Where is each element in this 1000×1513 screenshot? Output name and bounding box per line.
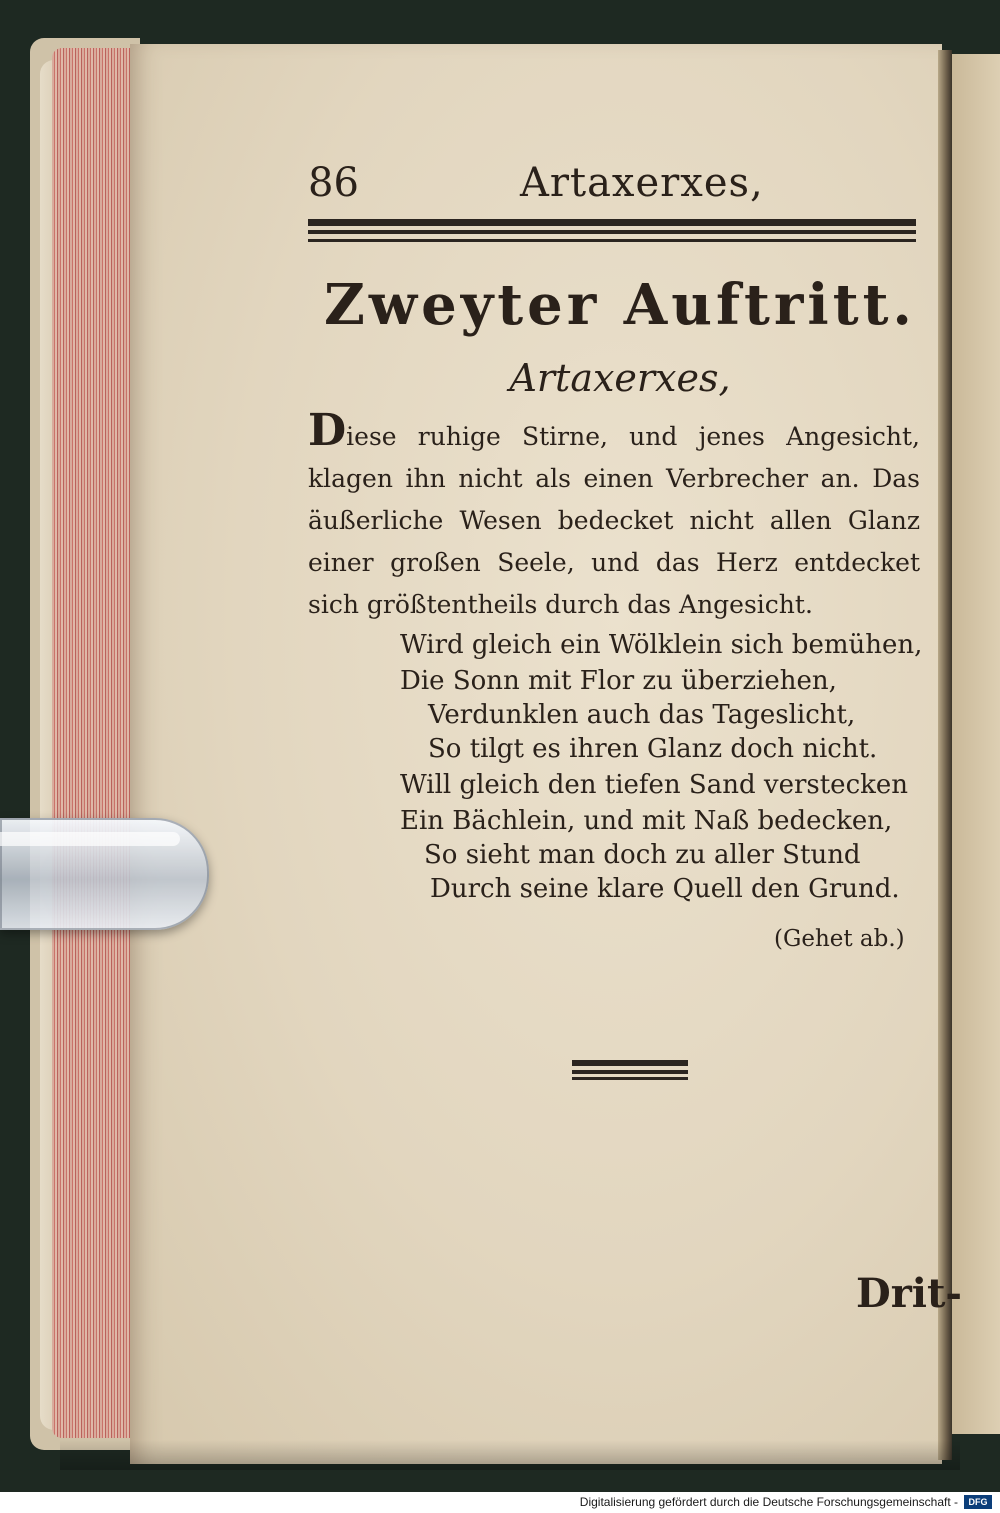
running-head: Artaxerxes, (520, 160, 764, 206)
page-number: 86 (308, 160, 359, 206)
header-rule-top (308, 219, 916, 226)
drop-initial: D (308, 405, 347, 456)
stage-direction: (Gehet ab.) (774, 926, 905, 952)
red-page-edges (52, 48, 138, 1438)
page-header (300, 160, 920, 220)
footer-bar (0, 1492, 1000, 1513)
verse-line: Verdunklen auch das Tageslicht, (428, 700, 856, 730)
closing-rule-bottom (572, 1077, 688, 1080)
verse-line: Will gleich den tiefen Sand verstecken (400, 770, 909, 800)
verse-line: So tilgt es ihren Glanz doch nicht. (428, 734, 878, 764)
verse-line: So sieht man doch zu aller Stund (424, 840, 861, 870)
speaker-name: Artaxerxes, (509, 356, 731, 400)
dfg-logo: DFG (964, 1495, 992, 1509)
prose-paragraph (308, 405, 920, 626)
bottom-shadow (60, 1440, 960, 1470)
facing-page-edge (950, 54, 1000, 1434)
scene-title: Zweyter Auftritt. (324, 272, 916, 338)
prose-text: iese ruhige Stirne, und jenes Angesicht, klagen ihn nicht als einen Verbrecher an. Das äußerliche Wesen bedecket nicht allen Glanz einer großen Seele, und das Herz entdecket sich größtentheils durch das Angesicht. (308, 422, 920, 619)
closing-rule-top (572, 1060, 688, 1066)
closing-rule-middle (572, 1070, 688, 1074)
page-holder-shine (0, 832, 180, 846)
catchword: Drit- (856, 1270, 963, 1317)
funding-credit: Digitalisierung gefördert durch die Deutsche Forschungsgemeinschaft - (579, 1495, 958, 1509)
verse-line: Die Sonn mit Flor zu überziehen, (400, 666, 837, 696)
header-rule-middle (308, 230, 916, 234)
page-gutter (938, 50, 952, 1460)
verse-line: Wird gleich ein Wölklein sich bemühen, (400, 630, 923, 660)
header-rule-bottom (308, 239, 916, 242)
verse-line: Ein Bächlein, und mit Naß bedecken, (400, 806, 893, 836)
verse-line: Durch seine klare Quell den Grund. (430, 874, 900, 904)
